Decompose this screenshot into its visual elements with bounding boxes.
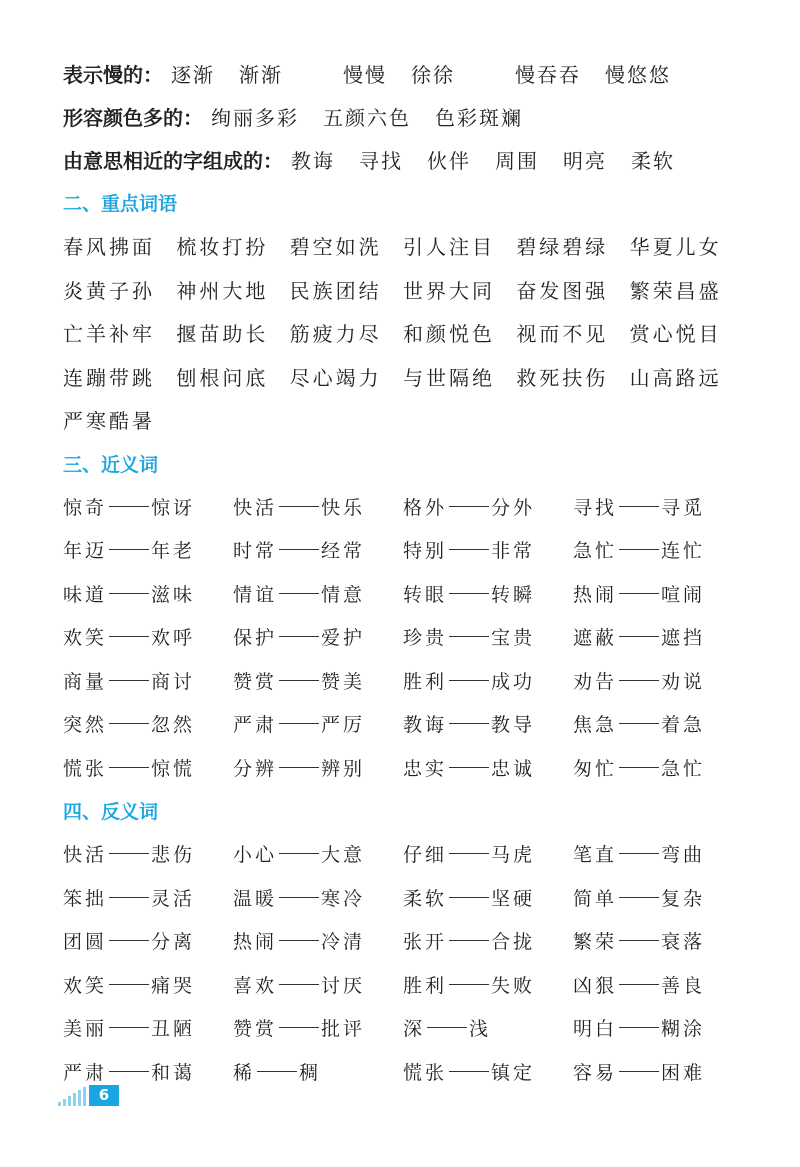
pair-first-word: 焦急	[573, 714, 618, 737]
pair-second-word: 悲伤	[151, 844, 196, 867]
dash-separator	[449, 853, 489, 854]
pair-second-word: 劝说	[661, 670, 706, 693]
dash-separator	[619, 636, 659, 637]
dash-separator	[279, 984, 319, 985]
pair-second-word: 大意	[321, 844, 366, 867]
key-word: 亡羊补牢	[63, 322, 155, 347]
antonym-pair	[233, 1058, 403, 1085]
pair-first-word: 团圆	[63, 931, 108, 954]
word: 慢慢	[343, 63, 387, 87]
antonym-pair	[233, 1014, 403, 1041]
pair-second-word: 商讨	[151, 670, 196, 693]
dash-separator	[109, 636, 149, 637]
pair-first-word: 遮蔽	[573, 627, 618, 650]
dash-separator	[449, 897, 489, 898]
pair-first-word: 慌张	[403, 1061, 448, 1084]
key-word: 碧空如洗	[289, 235, 382, 260]
dash-separator	[449, 680, 489, 681]
dash-separator	[109, 506, 149, 507]
pair-second-word: 镇定	[491, 1061, 536, 1084]
pair-first-word: 深	[403, 1018, 426, 1041]
pair-second-word: 宝贵	[491, 627, 536, 650]
word: 渐渐	[239, 63, 283, 87]
dash-separator	[279, 680, 319, 681]
dash-separator	[109, 593, 149, 594]
pair-second-word: 着急	[661, 714, 706, 737]
pair-second-word: 合拢	[491, 931, 536, 954]
dash-separator	[109, 853, 149, 854]
word: 柔软	[631, 149, 675, 173]
key-words-row	[63, 268, 743, 312]
synonym-pair	[233, 623, 403, 650]
synonym-row	[63, 528, 743, 572]
dash-separator	[449, 1071, 489, 1072]
synonym-pair	[403, 754, 573, 781]
word: 徐徐	[411, 63, 455, 87]
dash-separator	[449, 940, 489, 941]
pair-first-word: 胜利	[403, 670, 448, 693]
synonym-pair	[63, 536, 233, 563]
pair-second-word: 连忙	[661, 540, 706, 563]
antonym-row	[63, 1050, 743, 1094]
antonym-row	[63, 876, 743, 920]
pair-first-word: 寻找	[573, 496, 618, 519]
synonym-row	[63, 702, 743, 746]
page-content	[63, 52, 743, 1093]
pair-first-word: 情谊	[233, 583, 278, 606]
dash-separator	[427, 1027, 467, 1028]
page-footer	[58, 1085, 119, 1106]
dash-separator	[279, 940, 319, 941]
dash-separator	[449, 593, 489, 594]
dash-separator	[619, 897, 659, 898]
signal-bars-icon	[58, 1087, 86, 1106]
pair-second-word: 批评	[321, 1018, 366, 1041]
dash-separator	[279, 593, 319, 594]
dash-separator	[279, 853, 319, 854]
word-list	[171, 59, 695, 88]
antonym-pair	[573, 840, 743, 867]
key-word: 筋疲力尽	[289, 322, 382, 347]
key-word: 连蹦带跳	[63, 365, 155, 390]
synonym-pair	[403, 710, 573, 737]
pair-second-word: 喧闹	[661, 583, 706, 606]
antonym-pair	[573, 1058, 743, 1085]
key-word: 山高路远	[629, 365, 722, 390]
pair-second-word: 经常	[321, 540, 366, 563]
pair-first-word: 赞赏	[233, 670, 278, 693]
antonym-pair	[63, 1014, 233, 1041]
key-words-row	[63, 398, 743, 442]
key-word: 刨根问底	[176, 365, 269, 390]
synonym-pair	[573, 493, 743, 520]
pair-first-word: 突然	[63, 714, 108, 737]
synonyms-grid	[63, 485, 743, 790]
antonym-pair	[403, 927, 573, 954]
antonym-pair	[233, 971, 403, 998]
synonym-row	[63, 615, 743, 659]
antonyms-grid	[63, 832, 743, 1093]
synonym-row	[63, 485, 743, 529]
synonym-pair	[63, 580, 233, 607]
antonym-pair	[573, 1014, 743, 1041]
pair-second-word: 忽然	[151, 714, 196, 737]
pair-second-word: 灵活	[151, 887, 196, 910]
dash-separator	[619, 549, 659, 550]
dash-separator	[279, 1027, 319, 1028]
pair-second-word: 惊慌	[151, 757, 196, 780]
dash-separator	[449, 506, 489, 507]
pair-first-word: 时常	[233, 540, 278, 563]
line-slow	[63, 52, 743, 95]
word: 周围	[495, 149, 539, 173]
pair-second-word: 情意	[321, 583, 366, 606]
pair-second-word: 转瞬	[491, 583, 536, 606]
page-number: 6	[89, 1085, 119, 1106]
pair-second-word: 复杂	[661, 887, 706, 910]
pair-second-word: 爱护	[321, 627, 366, 650]
pair-first-word: 喜欢	[233, 974, 278, 997]
word-list	[211, 102, 547, 131]
pair-first-word: 凶狠	[573, 974, 618, 997]
dash-separator	[619, 1071, 659, 1072]
pair-second-word: 寒冷	[321, 887, 366, 910]
pair-first-word: 明白	[573, 1018, 618, 1041]
pair-second-word: 稠	[299, 1061, 322, 1084]
pair-second-word: 遮挡	[661, 627, 706, 650]
antonym-row	[63, 832, 743, 876]
pair-first-word: 赞赏	[233, 1018, 278, 1041]
pair-first-word: 格外	[403, 496, 448, 519]
line-label: 形容颜色多的：	[63, 106, 203, 130]
pair-first-word: 分辨	[233, 757, 278, 780]
key-word: 华夏儿女	[629, 235, 722, 260]
key-word: 与世隔绝	[402, 365, 495, 390]
dash-separator	[449, 549, 489, 550]
synonym-pair	[403, 623, 573, 650]
pair-first-word: 惊奇	[63, 496, 108, 519]
key-word: 视而不见	[516, 322, 609, 347]
line-colorful	[63, 95, 743, 138]
synonym-pair	[403, 536, 573, 563]
pair-first-word: 忠实	[403, 757, 448, 780]
pair-second-word: 糊涂	[661, 1018, 706, 1041]
pair-second-word: 急忙	[661, 757, 706, 780]
pair-first-word: 慌张	[63, 757, 108, 780]
pair-first-word: 严肃	[233, 714, 278, 737]
pair-first-word: 欢笑	[63, 974, 108, 997]
pair-second-word: 浅	[469, 1018, 492, 1041]
dash-separator	[109, 680, 149, 681]
line-label: 表示慢的：	[63, 63, 163, 87]
dash-separator	[619, 940, 659, 941]
pair-first-word: 急忙	[573, 540, 618, 563]
antonym-pair	[233, 884, 403, 911]
pair-second-word: 冷清	[321, 931, 366, 954]
antonym-pair	[403, 1058, 573, 1085]
key-word: 民族团结	[289, 278, 382, 303]
dash-separator	[619, 593, 659, 594]
pair-second-word: 坚硬	[491, 887, 536, 910]
section-title-key-words: 二、重点词语	[63, 193, 178, 215]
key-word: 和颜悦色	[402, 322, 495, 347]
key-words-row	[63, 311, 743, 355]
antonym-pair	[233, 927, 403, 954]
pair-first-word: 劝告	[573, 670, 618, 693]
pair-second-word: 丑陋	[151, 1018, 196, 1041]
pair-second-word: 讨厌	[321, 974, 366, 997]
pair-second-word: 马虎	[491, 844, 536, 867]
pair-second-word: 困难	[661, 1061, 706, 1084]
dash-separator	[619, 506, 659, 507]
pair-first-word: 快活	[233, 496, 278, 519]
pair-second-word: 成功	[491, 670, 536, 693]
word: 教诲	[291, 149, 335, 173]
key-words-row	[63, 224, 743, 268]
line-similar-chars	[63, 138, 743, 181]
dash-separator	[109, 1071, 149, 1072]
synonym-pair	[573, 754, 743, 781]
synonym-pair	[573, 710, 743, 737]
dash-separator	[619, 680, 659, 681]
pair-first-word: 保护	[233, 627, 278, 650]
pair-second-word: 分离	[151, 931, 196, 954]
pair-second-word: 欢呼	[151, 627, 196, 650]
pair-second-word: 分外	[491, 496, 536, 519]
pair-first-word: 味道	[63, 583, 108, 606]
synonym-pair	[233, 667, 403, 694]
word: 伙伴	[427, 149, 471, 173]
key-words-row	[63, 355, 743, 399]
synonym-pair	[403, 493, 573, 520]
dash-separator	[109, 940, 149, 941]
pair-second-word: 非常	[491, 540, 536, 563]
pair-first-word: 珍贵	[403, 627, 448, 650]
dash-separator	[109, 549, 149, 550]
key-word: 赏心悦目	[629, 322, 722, 347]
synonym-pair	[233, 536, 403, 563]
key-word: 引人注目	[402, 235, 495, 260]
pair-first-word: 笔直	[573, 844, 618, 867]
dash-separator	[109, 984, 149, 985]
pair-first-word: 欢笑	[63, 627, 108, 650]
synonym-pair	[233, 493, 403, 520]
dash-separator	[109, 1027, 149, 1028]
antonym-pair	[403, 884, 573, 911]
dash-separator	[449, 767, 489, 768]
synonym-pair	[233, 580, 403, 607]
dash-separator	[279, 549, 319, 550]
synonym-pair	[233, 754, 403, 781]
synonym-pair	[233, 710, 403, 737]
word: 逐渐	[171, 63, 215, 87]
synonym-pair	[63, 623, 233, 650]
antonym-pair	[573, 927, 743, 954]
dash-separator	[619, 853, 659, 854]
word: 慢悠悠	[605, 63, 671, 87]
key-words-grid	[63, 224, 743, 442]
key-word: 炎黄子孙	[63, 278, 155, 303]
synonym-pair	[403, 667, 573, 694]
dash-separator	[449, 984, 489, 985]
pair-second-word: 痛哭	[151, 974, 196, 997]
pair-first-word: 小心	[233, 844, 278, 867]
pair-first-word: 张开	[403, 931, 448, 954]
synonym-pair	[63, 493, 233, 520]
pair-first-word: 柔软	[403, 887, 448, 910]
antonym-row	[63, 919, 743, 963]
key-word: 神州大地	[176, 278, 269, 303]
pair-second-word: 赞美	[321, 670, 366, 693]
synonym-pair	[63, 754, 233, 781]
pair-first-word: 简单	[573, 887, 618, 910]
key-word: 碧绿碧绿	[516, 235, 609, 260]
word: 慢吞吞	[515, 63, 581, 87]
synonym-pair	[403, 580, 573, 607]
synonym-pair	[573, 536, 743, 563]
word-list	[291, 145, 699, 174]
pair-first-word: 热闹	[573, 583, 618, 606]
pair-second-word: 辨别	[321, 757, 366, 780]
key-word: 春风拂面	[63, 235, 155, 260]
antonym-pair	[63, 840, 233, 867]
pair-first-word: 温暖	[233, 887, 278, 910]
key-word: 奋发图强	[516, 278, 609, 303]
pair-first-word: 稀	[233, 1061, 256, 1084]
pair-second-word: 滋味	[151, 583, 196, 606]
pair-first-word: 繁荣	[573, 931, 618, 954]
dash-separator	[619, 1027, 659, 1028]
pair-first-word: 美丽	[63, 1018, 108, 1041]
word: 绚丽多彩	[211, 106, 299, 130]
dash-separator	[449, 723, 489, 724]
synonym-row	[63, 746, 743, 790]
word: 五颜六色	[323, 106, 411, 130]
pair-second-word: 严厉	[321, 714, 366, 737]
dash-separator	[619, 723, 659, 724]
key-word: 繁荣昌盛	[629, 278, 722, 303]
antonym-row	[63, 963, 743, 1007]
dash-separator	[279, 636, 319, 637]
dash-separator	[449, 636, 489, 637]
pair-first-word: 严肃	[63, 1061, 108, 1084]
section-title-antonyms: 四、反义词	[63, 801, 159, 823]
dash-separator	[279, 506, 319, 507]
pair-second-word: 惊讶	[151, 496, 196, 519]
dash-separator	[619, 767, 659, 768]
pair-second-word: 失败	[491, 974, 536, 997]
pair-second-word: 善良	[661, 974, 706, 997]
pair-second-word: 年老	[151, 540, 196, 563]
antonym-pair	[233, 840, 403, 867]
antonym-pair	[403, 840, 573, 867]
key-word: 世界大同	[402, 278, 495, 303]
synonym-pair	[573, 580, 743, 607]
antonym-pair	[573, 884, 743, 911]
synonym-row	[63, 659, 743, 703]
dash-separator	[279, 897, 319, 898]
dash-separator	[109, 767, 149, 768]
pair-second-word: 弯曲	[661, 844, 706, 867]
dash-separator	[257, 1071, 297, 1072]
key-word: 救死扶伤	[516, 365, 609, 390]
synonym-pair	[63, 710, 233, 737]
antonym-pair	[403, 1014, 573, 1041]
pair-second-word: 衰落	[661, 931, 706, 954]
pair-first-word: 胜利	[403, 974, 448, 997]
dash-separator	[279, 767, 319, 768]
pair-first-word: 仔细	[403, 844, 448, 867]
pair-first-word: 特别	[403, 540, 448, 563]
synonym-row	[63, 572, 743, 616]
antonym-pair	[63, 927, 233, 954]
pair-first-word: 匆忙	[573, 757, 618, 780]
synonym-pair	[63, 667, 233, 694]
key-word: 严寒酷暑	[63, 409, 155, 434]
antonym-pair	[403, 971, 573, 998]
word: 明亮	[563, 149, 607, 173]
pair-second-word: 快乐	[321, 496, 366, 519]
antonym-pair	[63, 1058, 233, 1085]
key-word: 梳妆打扮	[176, 235, 269, 260]
section-title-synonyms: 三、近义词	[63, 453, 159, 476]
antonym-pair	[573, 971, 743, 998]
antonym-row	[63, 1006, 743, 1050]
pair-first-word: 快活	[63, 844, 108, 867]
pair-first-word: 笨拙	[63, 887, 108, 910]
line-label: 由意思相近的字组成的：	[63, 149, 283, 173]
pair-second-word: 寻觅	[661, 496, 706, 519]
pair-first-word: 热闹	[233, 931, 278, 954]
pair-second-word: 忠诚	[491, 757, 536, 780]
pair-first-word: 年迈	[63, 540, 108, 563]
pair-second-word: 教导	[491, 714, 536, 737]
word: 色彩斑斓	[435, 106, 523, 130]
dash-separator	[619, 984, 659, 985]
synonym-pair	[573, 667, 743, 694]
dash-separator	[109, 897, 149, 898]
synonym-pair	[573, 623, 743, 650]
pair-first-word: 容易	[573, 1061, 618, 1084]
key-word: 尽心竭力	[289, 365, 382, 390]
dash-separator	[109, 723, 149, 724]
pair-first-word: 教诲	[403, 714, 448, 737]
pair-second-word: 和蔼	[151, 1061, 196, 1084]
antonym-pair	[63, 971, 233, 998]
antonym-pair	[63, 884, 233, 911]
pair-first-word: 商量	[63, 670, 108, 693]
pair-first-word: 转眼	[403, 583, 448, 606]
dash-separator	[279, 723, 319, 724]
key-word: 揠苗助长	[176, 322, 269, 347]
word: 寻找	[359, 149, 403, 173]
